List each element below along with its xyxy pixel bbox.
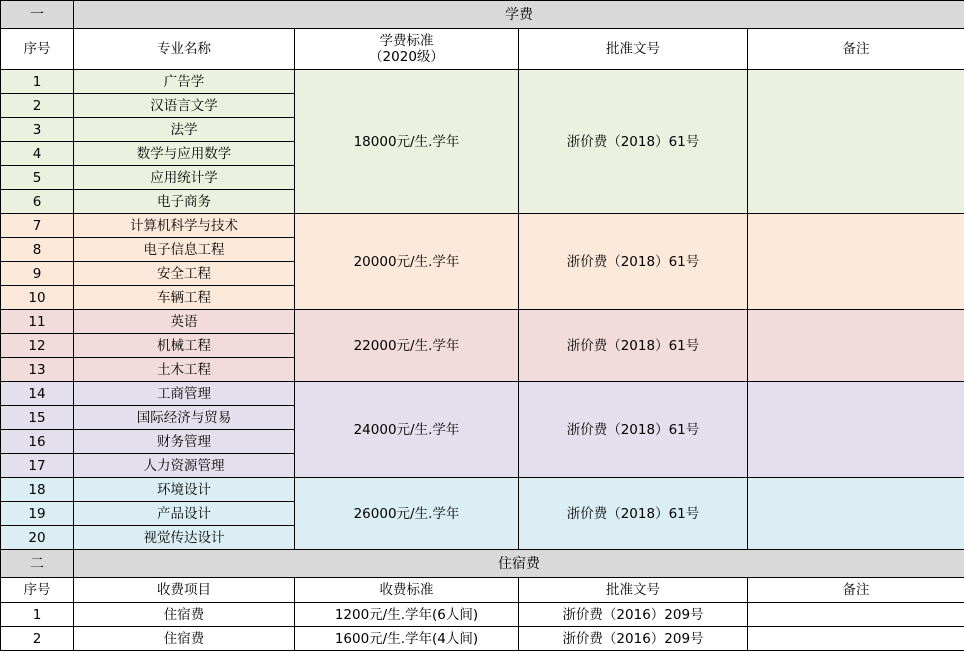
section-number: 一 xyxy=(1,1,74,29)
column-header-approval: 批准文号 xyxy=(519,29,748,70)
group-notes xyxy=(748,382,964,478)
column-header-item: 收费项目 xyxy=(74,578,295,603)
row-index: 4 xyxy=(1,142,74,166)
row-index: 6 xyxy=(1,190,74,214)
column-header-fee-line2: （2020级） xyxy=(369,49,444,65)
column-header-fee xyxy=(295,29,519,70)
row-fee: 1200元/生.学年(6人间) xyxy=(295,603,519,627)
row-index: 11 xyxy=(1,310,74,334)
group-approval: 浙价费（2018）61号 xyxy=(519,214,748,310)
row-index: 18 xyxy=(1,478,74,502)
column-header-fee: 收费标准 xyxy=(295,578,519,603)
group-fee: 22000元/生.学年 xyxy=(295,310,519,382)
row-index: 9 xyxy=(1,262,74,286)
row-fee: 1600元/生.学年(4人间) xyxy=(295,627,519,651)
column-header-index: 序号 xyxy=(1,578,74,603)
column-header-fee-line1: 学费标准 xyxy=(379,33,434,49)
group-fee: 24000元/生.学年 xyxy=(295,382,519,478)
group-fee: 20000元/生.学年 xyxy=(295,214,519,310)
row-index: 8 xyxy=(1,238,74,262)
row-index: 5 xyxy=(1,166,74,190)
section-title: 学费 xyxy=(74,1,964,29)
group-notes xyxy=(748,478,964,550)
group-approval: 浙价费（2018）61号 xyxy=(519,382,748,478)
group-approval: 浙价费（2018）61号 xyxy=(519,310,748,382)
row-major: 广告学 xyxy=(74,70,295,94)
row-notes xyxy=(748,627,964,651)
row-major: 车辆工程 xyxy=(74,286,295,310)
row-major: 机械工程 xyxy=(74,334,295,358)
row-major: 法学 xyxy=(74,118,295,142)
row-notes xyxy=(748,603,964,627)
row-major: 应用统计学 xyxy=(74,166,295,190)
row-index: 14 xyxy=(1,382,74,406)
row-major: 英语 xyxy=(74,310,295,334)
group-fee: 26000元/生.学年 xyxy=(295,478,519,550)
row-major: 人力资源管理 xyxy=(74,454,295,478)
row-index: 12 xyxy=(1,334,74,358)
row-index: 16 xyxy=(1,430,74,454)
row-index: 10 xyxy=(1,286,74,310)
row-major: 产品设计 xyxy=(74,502,295,526)
row-index: 3 xyxy=(1,118,74,142)
row-major: 土木工程 xyxy=(74,358,295,382)
column-header-index: 序号 xyxy=(1,29,74,70)
group-approval: 浙价费（2018）61号 xyxy=(519,70,748,214)
column-header-approval: 批准文号 xyxy=(519,578,748,603)
row-major: 国际经济与贸易 xyxy=(74,406,295,430)
row-index: 2 xyxy=(1,94,74,118)
row-index: 7 xyxy=(1,214,74,238)
row-major: 视觉传达设计 xyxy=(74,526,295,550)
row-index: 2 xyxy=(1,627,74,651)
row-item: 住宿费 xyxy=(74,603,295,627)
row-index: 1 xyxy=(1,70,74,94)
column-header-major: 专业名称 xyxy=(74,29,295,70)
row-index: 13 xyxy=(1,358,74,382)
row-item: 住宿费 xyxy=(74,627,295,651)
row-major: 计算机科学与技术 xyxy=(74,214,295,238)
row-major: 汉语言文学 xyxy=(74,94,295,118)
row-major: 工商管理 xyxy=(74,382,295,406)
row-major: 财务管理 xyxy=(74,430,295,454)
row-major: 环境设计 xyxy=(74,478,295,502)
row-major: 电子商务 xyxy=(74,190,295,214)
group-notes xyxy=(748,214,964,310)
row-index: 19 xyxy=(1,502,74,526)
row-approval: 浙价费（2016）209号 xyxy=(519,627,748,651)
row-index: 20 xyxy=(1,526,74,550)
column-header-notes: 备注 xyxy=(748,578,964,603)
row-index: 17 xyxy=(1,454,74,478)
row-major: 数学与应用数学 xyxy=(74,142,295,166)
row-major: 电子信息工程 xyxy=(74,238,295,262)
group-notes xyxy=(748,70,964,214)
row-major: 安全工程 xyxy=(74,262,295,286)
group-fee: 18000元/生.学年 xyxy=(295,70,519,214)
row-index: 15 xyxy=(1,406,74,430)
row-approval: 浙价费（2016）209号 xyxy=(519,603,748,627)
group-approval: 浙价费（2018）61号 xyxy=(519,478,748,550)
group-notes xyxy=(748,310,964,382)
row-index: 1 xyxy=(1,603,74,627)
section-number: 二 xyxy=(1,550,74,578)
section-title: 住宿费 xyxy=(74,550,964,578)
column-header-notes: 备注 xyxy=(748,29,964,70)
